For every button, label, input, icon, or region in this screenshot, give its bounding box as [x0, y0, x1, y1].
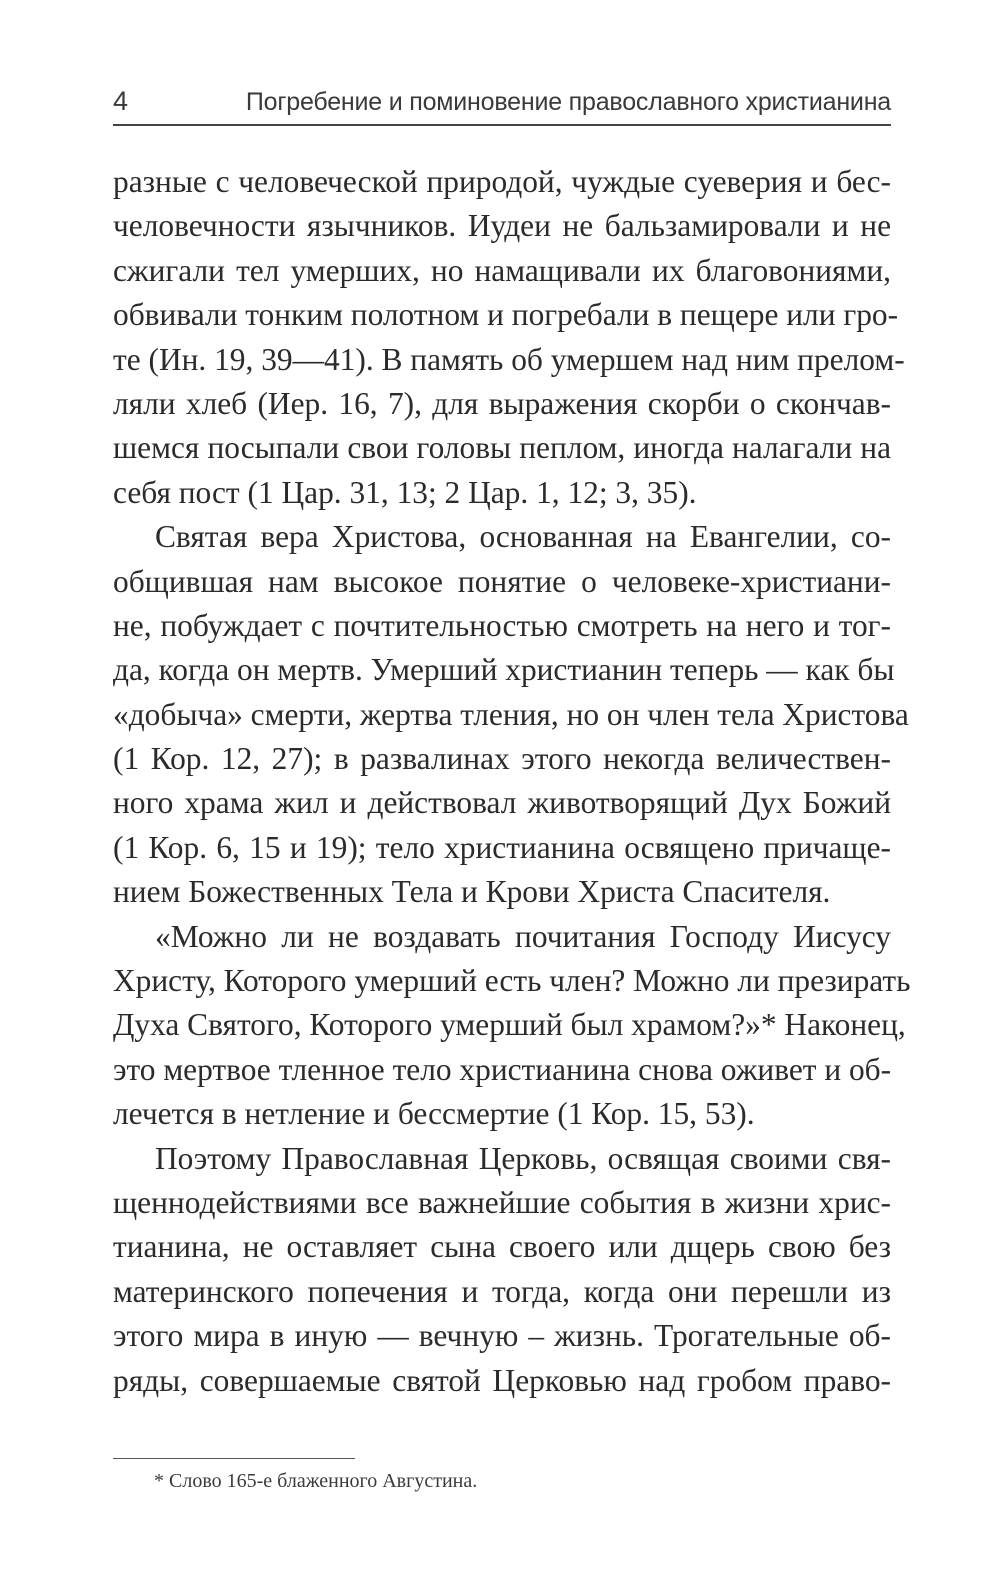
- paragraph-1: [113, 160, 905, 515]
- text-line: материнского попечения и тогда, когда они перешли из: [113, 1273, 891, 1309]
- footnote: * Слово 165-е блаженного Августина.: [154, 1470, 478, 1492]
- text-line: обвивали тонким полотном и погребали в пещере или гро-: [113, 297, 899, 333]
- text-line: этого мира в иную — вечную – жизнь. Трогательные об-: [113, 1318, 891, 1354]
- header-rule: [113, 124, 891, 126]
- text-line: разные с человеческой природой, чуждые суеверия и бес-: [113, 164, 891, 199]
- text-line: Поэтому Православная Церковь, освящая своими свя-: [155, 1140, 891, 1176]
- text-line: общившая нам высокое понятие о человеке-христиани-: [113, 563, 891, 599]
- text-line: Святая вера Христова, основанная на Евангелии, со-: [155, 519, 891, 555]
- running-head: [113, 82, 891, 122]
- text-line: (1 Кор. 6, 15 и 19); тело христианина освящено причаще-: [113, 829, 891, 865]
- text-line: те (Ин. 19, 39—41). В память об умершем над ним прелом-: [113, 341, 905, 377]
- text-line: ляли хлеб (Иер. 16, 7), для выражения скорби о скончав-: [113, 385, 891, 421]
- text-line: шемся посыпали свои головы пеплом, иногда налагали на: [113, 430, 891, 466]
- text-line: Духа Святого, Которого умерший был храмом?»* Наконец,: [113, 1007, 906, 1043]
- paragraph-2: [113, 515, 909, 915]
- text-line: ряды, совершаемые святой Церковью над гробом право-: [113, 1362, 891, 1398]
- text-line: себя пост (1 Цар. 31, 13; 2 Цар. 1, 12; 3, 35).: [113, 474, 697, 510]
- text-line: не, побуждает с почтительностью смотреть на него и тог-: [113, 607, 891, 643]
- text-line: нием Божественных Тела и Крови Христа Спасителя.: [113, 874, 831, 910]
- text-line: щеннодействиями все важнейшие события в жизни хрис-: [113, 1184, 891, 1220]
- paragraph-3: [113, 915, 911, 1137]
- text-line: (1 Кор. 12, 27); в развалинах этого некогда величествен-: [113, 741, 891, 777]
- text-line: Христу, Которого умерший есть член? Можно ли презирать: [113, 963, 911, 999]
- text-line: лечется в нетление и бессмертие (1 Кор. 15, 53).: [113, 1096, 755, 1132]
- text-line: тианина, не оставляет сына своего или дщерь свою без: [113, 1229, 891, 1265]
- paragraph-4: [113, 1137, 891, 1403]
- text-line: «Можно ли не воздавать почитания Господу Иисусу: [155, 918, 891, 954]
- text-line: ного храма жил и действовал животворящий Дух Божий: [113, 785, 891, 821]
- text-line: да, когда он мертв. Умерший христианин теперь — как бы: [113, 652, 895, 688]
- running-title: Погребение и поминовение православного христианина: [245, 88, 891, 116]
- footnote-rule: [113, 1458, 355, 1459]
- body-text: [113, 160, 911, 1403]
- page-number: 4: [113, 86, 129, 116]
- text-line: «добыча» смерти, жертва тления, но он член тела Христова: [113, 696, 909, 732]
- text-line: это мертвое тленное тело христианина снова оживет и об-: [113, 1051, 892, 1087]
- text-line: человечности язычников. Иудеи не бальзамировали и не: [113, 208, 891, 244]
- text-line: сжигали тел умерших, но намащивали их благовониями,: [113, 252, 891, 288]
